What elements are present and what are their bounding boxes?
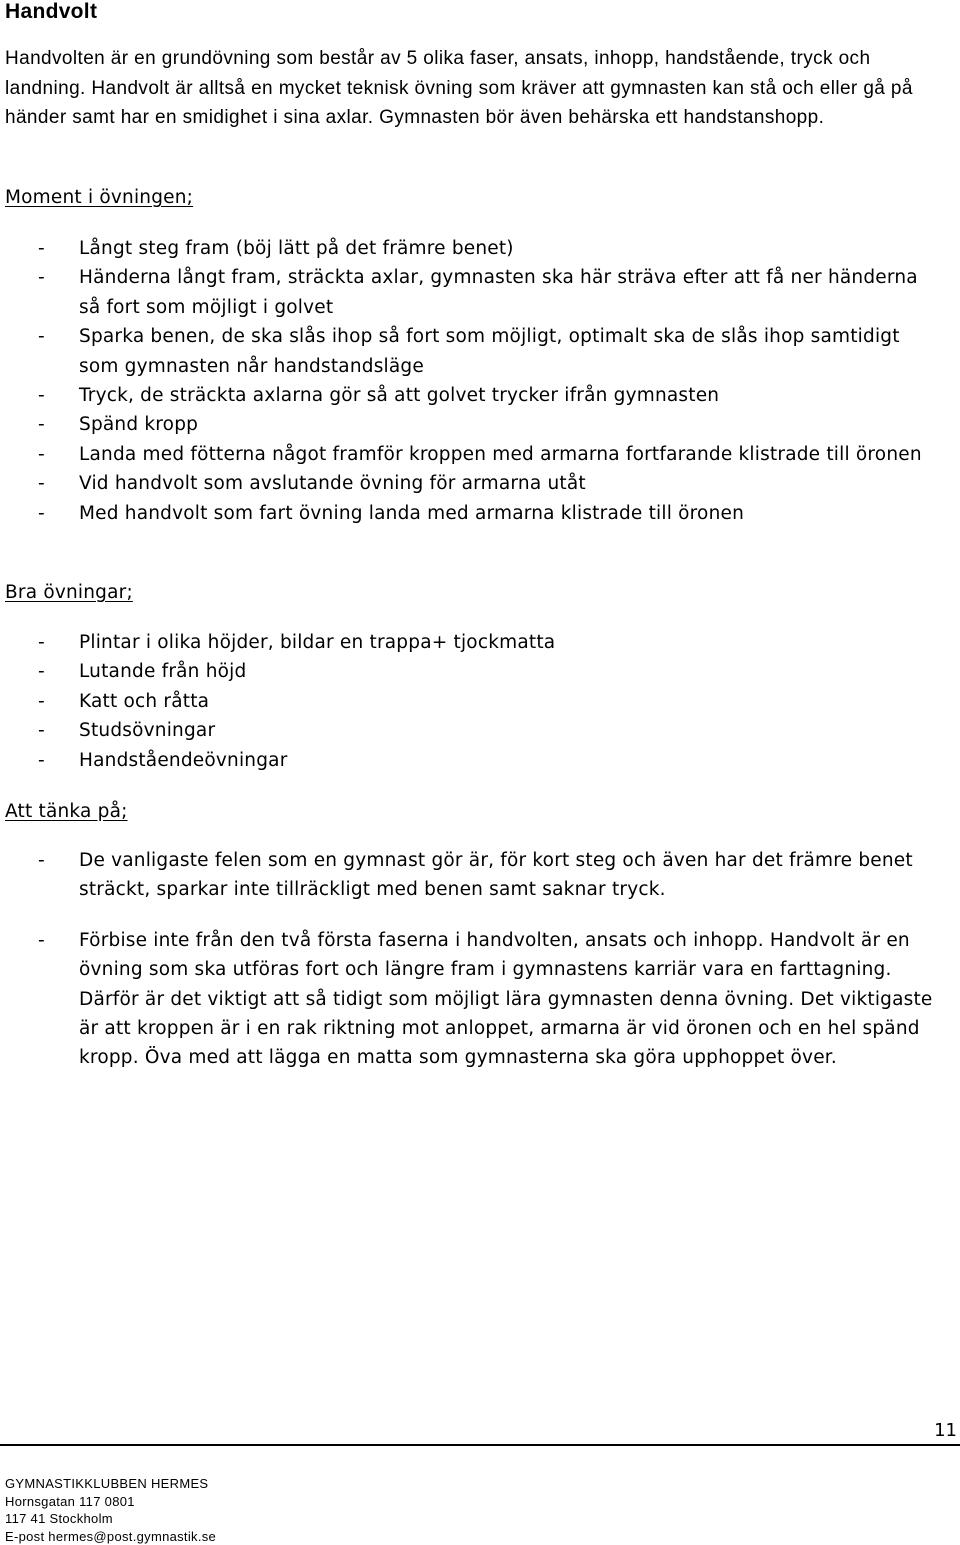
footer [5,1475,216,1545]
bullet-dash: - [38,657,45,686]
list-item: - Spänd kropp [0,410,940,439]
list-item: - Förbise inte från den två första faserna i handvolten, ansats och inhopp. Handvolt är en övning som ska utföras fort och längre fram i gymnastens karriär vara en farttagning. Därför är det viktigt att så tidigt som möjligt lära gymnasten denna övning. Det viktigaste är att kroppen är i en rak riktning mot anloppet, armarna är vid öronen och en hel spänd kropp. Öva med att lägga en matta som gymnasterna ska göra upphoppet över. [0,926,940,1073]
list-item: - Vid handvolt som avslutande övning för armarna utåt [0,469,940,498]
list-item: - Handståendeövningar [0,746,940,775]
bullet-dash: - [38,234,45,263]
list-item: - Tryck, de sträckta axlarna gör så att golvet trycker ifrån gymnasten [0,381,940,410]
bullet-dash: - [38,469,45,498]
footer-address-line-2: 117 41 Stockholm [5,1510,216,1528]
list-item: - Lutande från höjd [0,657,940,686]
bullet-dash: - [38,410,45,439]
footer-address-line-1: Hornsgatan 117 0801 [5,1493,216,1511]
list-item: - Landa med fötterna något framför kroppen med armarna fortfarande klistrade till öronen [0,440,940,469]
bullet-dash: - [38,263,45,292]
bullet-dash: - [38,746,45,775]
bullet-dash: - [38,381,45,410]
intro-paragraph [5,44,955,133]
tanka-list [0,846,940,1073]
intro-text: Handvolten är en grundövning som består av 5 olika faser, ansats, inhopp, handstående, tryck och landning. Handvolt är alltså en mycket teknisk övning som kräver att gymnasten kan stå och eller gå på händer samt har en smidighet i sina axlar. Gymnasten bör även behärska ett handstanshopp. [5,44,955,133]
footer-org: GYMNASTIKKLUBBEN HERMES [5,1475,216,1493]
list-item: - Med handvolt som fart övning landa med armarna klistrade till öronen [0,499,940,528]
bullet-dash: - [38,440,45,469]
ovningar-list [0,628,940,775]
bullet-dash: - [38,926,45,955]
list-item: - Händerna långt fram, sträckta axlar, gymnasten ska här sträva efter att få ner händerna så fort som möjligt i golvet [0,263,940,322]
bullet-dash: - [38,687,45,716]
list-item: - Studsövningar [0,716,940,745]
list-item: - Långt steg fram (böj lätt på det främre benet) [0,234,940,263]
footer-divider [0,1444,960,1446]
list-item: - De vanligaste felen som en gymnast gör är, för kort steg och även har det främre benet sträckt, sparkar inte tillräckligt med benen samt saknar tryck. [0,846,940,905]
page-title: Handvolt [5,0,97,24]
moment-list [0,234,940,528]
bullet-dash: - [38,499,45,528]
section-heading-moment: Moment i övningen; [5,186,193,210]
bullet-dash: - [38,846,45,875]
list-item: - Plintar i olika höjder, bildar en trappa+ tjockmatta [0,628,940,657]
bullet-dash: - [38,716,45,745]
section-heading-ovningar: Bra övningar; [5,581,133,605]
page-number: 11 [934,1420,957,1442]
list-item: - Sparka benen, de ska slås ihop så fort som möjligt, optimalt ska de slås ihop samtidigt som gymnasten når handstandsläge [0,322,940,381]
bullet-dash: - [38,322,45,351]
bullet-dash: - [38,628,45,657]
section-heading-tanka: Att tänka på; [5,800,128,824]
footer-email: E-post hermes@post.gymnastik.se [5,1528,216,1545]
list-item: - Katt och råtta [0,687,940,716]
